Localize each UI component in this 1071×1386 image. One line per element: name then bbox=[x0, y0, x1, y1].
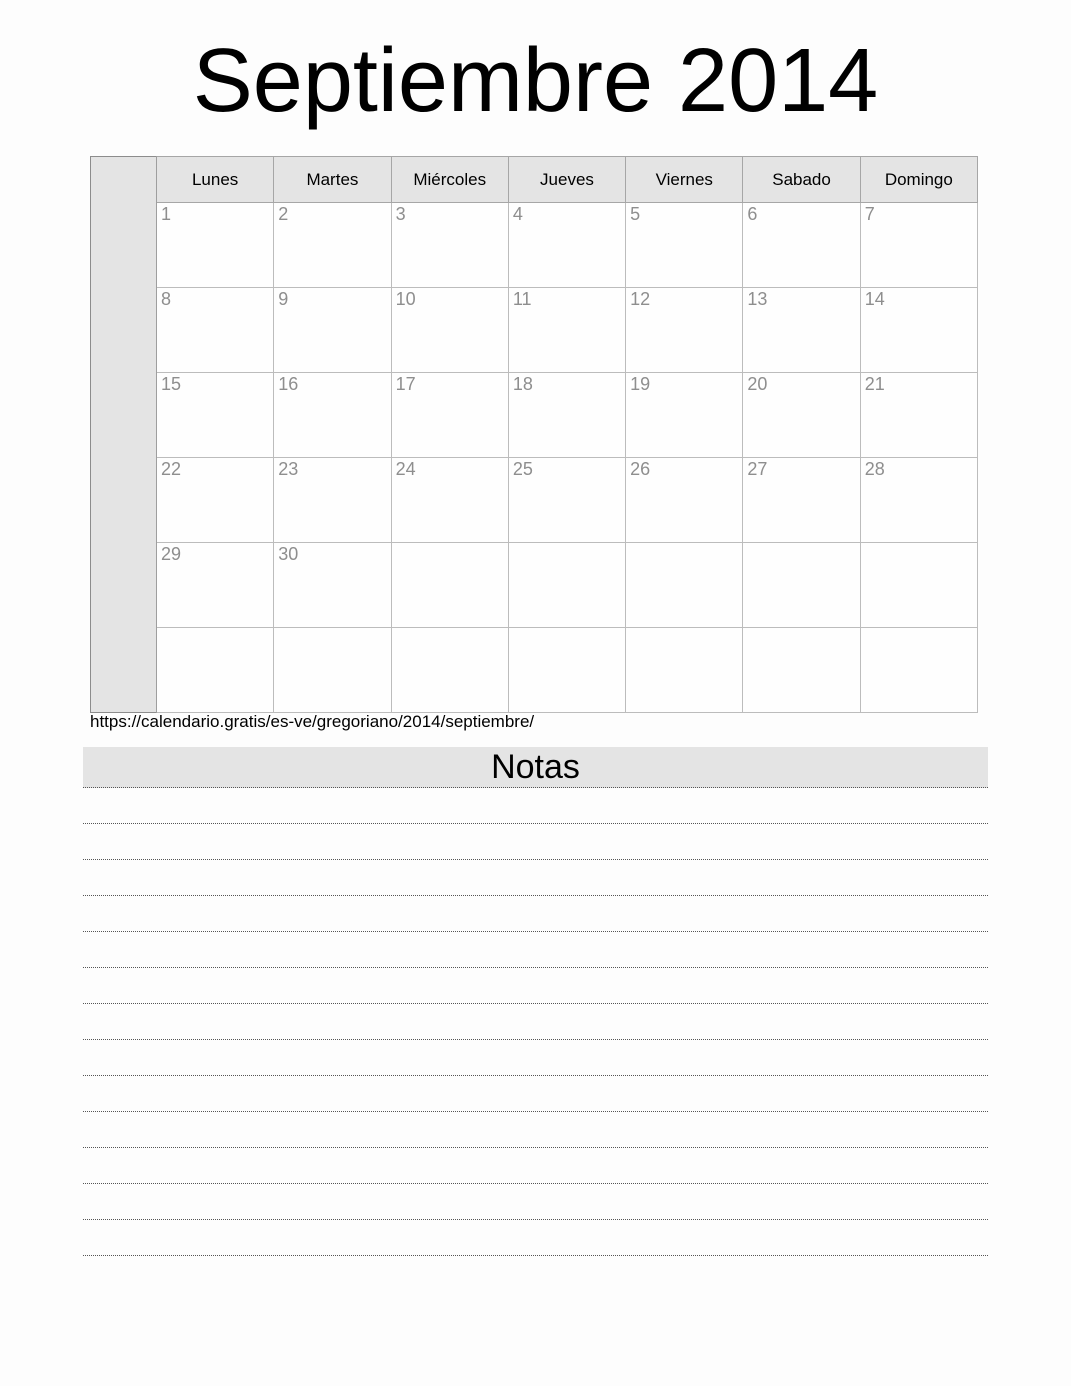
day-cell: 18 bbox=[508, 373, 625, 458]
day-cell: 12 bbox=[626, 288, 743, 373]
day-cell: 11 bbox=[508, 288, 625, 373]
day-cell: 6 bbox=[743, 203, 860, 288]
note-line bbox=[83, 1220, 988, 1256]
day-cell: 17 bbox=[391, 373, 508, 458]
source-url: https://calendario.gratis/es-ve/gregoriano/2014/septiembre/ bbox=[90, 712, 535, 731]
day-cell: 5 bbox=[626, 203, 743, 288]
day-cell bbox=[391, 628, 508, 713]
day-cell bbox=[626, 543, 743, 628]
day-cell bbox=[860, 543, 977, 628]
note-lines bbox=[83, 788, 988, 1256]
day-cell: 25 bbox=[508, 458, 625, 543]
day-cell bbox=[157, 628, 274, 713]
day-cell: 27 bbox=[743, 458, 860, 543]
day-cell bbox=[860, 628, 977, 713]
week-row bbox=[91, 203, 978, 288]
day-cell bbox=[391, 543, 508, 628]
day-cell: 8 bbox=[157, 288, 274, 373]
day-cell bbox=[626, 628, 743, 713]
note-line bbox=[83, 932, 988, 968]
page-title: Septiembre 2014 bbox=[192, 31, 879, 131]
day-cell bbox=[743, 543, 860, 628]
week-row bbox=[91, 628, 978, 713]
note-line bbox=[83, 1076, 988, 1112]
day-cell: 13 bbox=[743, 288, 860, 373]
notes-title: Notas bbox=[83, 747, 988, 788]
weekday-header-viernes: Viernes bbox=[626, 157, 743, 203]
day-cell: 28 bbox=[860, 458, 977, 543]
weekday-header-lunes: Lunes bbox=[157, 157, 274, 203]
day-cell: 10 bbox=[391, 288, 508, 373]
day-cell: 7 bbox=[860, 203, 977, 288]
week-row bbox=[91, 373, 978, 458]
note-line bbox=[83, 968, 988, 1004]
day-cell: 29 bbox=[157, 543, 274, 628]
week-row bbox=[91, 288, 978, 373]
note-line bbox=[83, 1112, 988, 1148]
weekday-header-miercoles: Miércoles bbox=[391, 157, 508, 203]
note-line bbox=[83, 1004, 988, 1040]
day-cell: 4 bbox=[508, 203, 625, 288]
day-cell: 26 bbox=[626, 458, 743, 543]
note-line bbox=[83, 1184, 988, 1220]
week-row bbox=[91, 543, 978, 628]
weekday-header-martes: Martes bbox=[274, 157, 391, 203]
note-line bbox=[83, 788, 988, 824]
day-cell: 3 bbox=[391, 203, 508, 288]
day-cell bbox=[274, 628, 391, 713]
note-line bbox=[83, 1148, 988, 1184]
day-cell bbox=[508, 543, 625, 628]
note-line bbox=[83, 896, 988, 932]
calendar-table bbox=[90, 156, 978, 713]
day-cell: 23 bbox=[274, 458, 391, 543]
notes-section bbox=[83, 747, 988, 1256]
note-line bbox=[83, 824, 988, 860]
week-row bbox=[91, 458, 978, 543]
day-cell: 14 bbox=[860, 288, 977, 373]
week-number-column bbox=[91, 157, 157, 713]
day-cell bbox=[743, 628, 860, 713]
day-cell: 21 bbox=[860, 373, 977, 458]
note-line bbox=[83, 1040, 988, 1076]
day-cell: 1 bbox=[157, 203, 274, 288]
weekday-header-row bbox=[91, 157, 978, 203]
day-cell: 22 bbox=[157, 458, 274, 543]
day-cell: 16 bbox=[274, 373, 391, 458]
day-cell bbox=[508, 628, 625, 713]
day-cell: 15 bbox=[157, 373, 274, 458]
day-cell: 19 bbox=[626, 373, 743, 458]
day-cell: 30 bbox=[274, 543, 391, 628]
day-cell: 2 bbox=[274, 203, 391, 288]
day-cell: 24 bbox=[391, 458, 508, 543]
day-cell: 9 bbox=[274, 288, 391, 373]
weekday-header-sabado: Sabado bbox=[743, 157, 860, 203]
day-cell: 20 bbox=[743, 373, 860, 458]
weekday-header-jueves: Jueves bbox=[508, 157, 625, 203]
note-line bbox=[83, 860, 988, 896]
weekday-header-domingo: Domingo bbox=[860, 157, 977, 203]
